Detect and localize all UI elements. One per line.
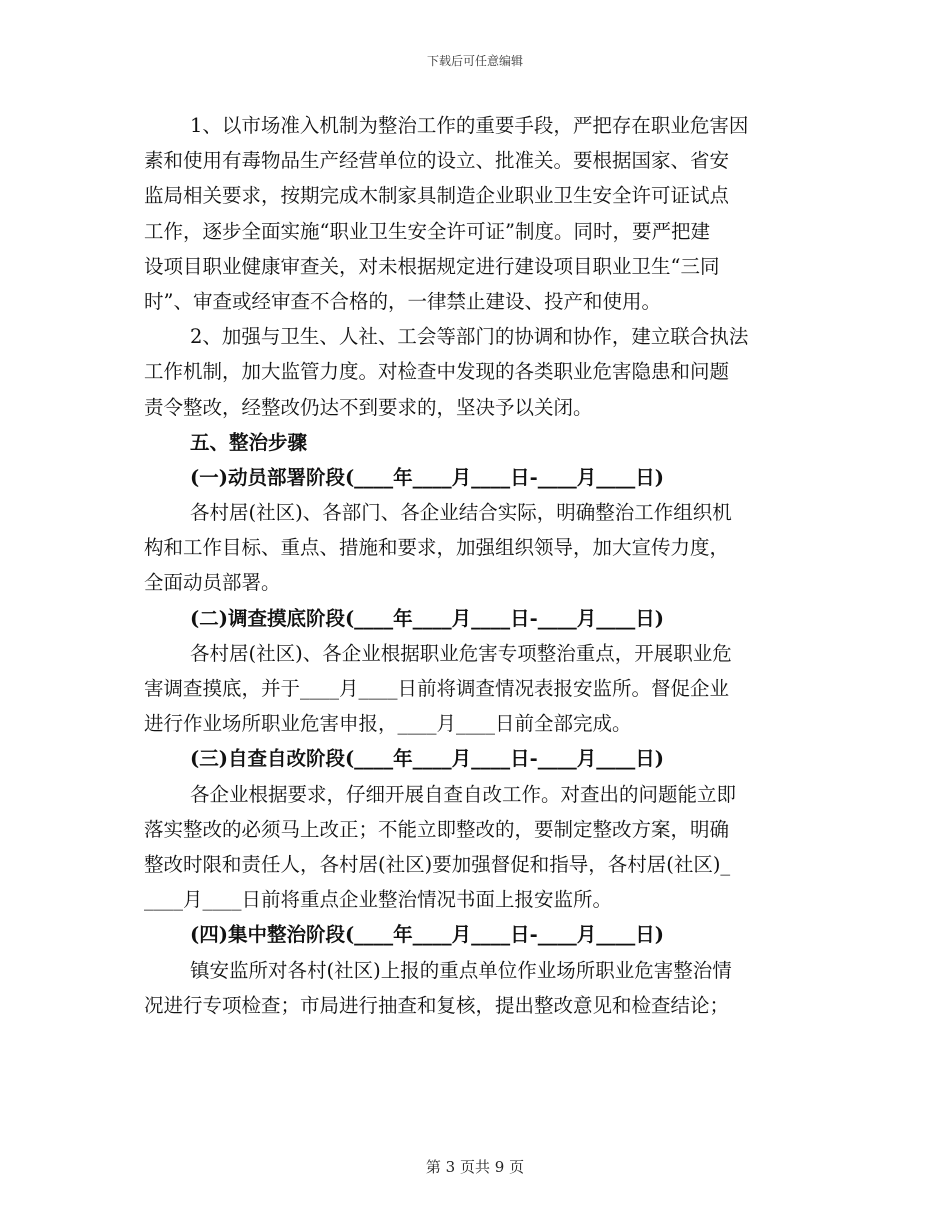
paragraph-line: 1、以市场准入机制为整治工作的重要手段，严把存在职业危害因 xyxy=(190,114,749,137)
document-body xyxy=(144,108,806,1023)
paragraph-line: 整改时限和责任人，各村居(社区)要加强督促和指导，各村居(社区)_ xyxy=(144,852,731,876)
section-heading: (一)动员部署阶段(____年____月____日-____月____日) xyxy=(190,465,664,489)
section-heading: (三)自查自改阶段(____年____月____日-____月____日) xyxy=(190,747,664,771)
paragraph-line: 落实整改的必须马上改正；不能立即整改的，要制定整改方案，明确 xyxy=(144,817,730,841)
section-heading: (二)调查摸底阶段(____年____月____日-____月____日) xyxy=(190,606,664,630)
section-heading: 五、整治步骤 xyxy=(190,430,308,454)
paragraph-line: 监局相关要求，按期完成木制家具制造企业职业卫生安全许可证试点 xyxy=(144,184,730,208)
paragraph-line: 镇安监所对各村(社区)上报的重点单位作业场所职业危害整治情 xyxy=(190,958,732,982)
paragraph-line: 进行作业场所职业危害申报，____月____日前全部完成。 xyxy=(144,712,632,736)
paragraph-line: 各村居(社区)、各企业根据职业危害专项整治重点，开展职业危 xyxy=(190,641,732,665)
page-footer: 第 3 页共 9 页 xyxy=(425,1158,525,1176)
paragraph-line: 时”、审查或经审查不合格的，一律禁止建设、投产和使用。 xyxy=(144,289,661,313)
paragraph-line: 设项目职业健康审查关，对未根据规定进行建设项目职业卫生“三同 xyxy=(144,254,720,278)
paragraph-line: 工作，逐步全面实施“职业卫生安全许可证”制度。同时，要严把建 xyxy=(144,219,710,243)
paragraph-line: ____月____日前将重点企业整治情况书面上报安监所。 xyxy=(144,888,613,912)
section-heading: (四)集中整治阶段(____年____月____日-____月____日) xyxy=(190,923,664,947)
paragraph-line: 2、加强与卫生、人社、工会等部门的协调和协作，建立联合执法 xyxy=(190,325,749,349)
page-header: 下载后可任意编辑 xyxy=(426,54,523,68)
paragraph-line: 害调查摸底，并于____月____日前将调查情况表报安监所。督促企业 xyxy=(144,677,730,700)
paragraph-line: 责令整改，经整改仍达不到要求的，坚决予以关闭。 xyxy=(144,395,593,419)
paragraph-line: 各村居(社区)、各部门、各企业结合实际，明确整治工作组织机 xyxy=(190,501,732,525)
paragraph-line: 全面动员部署。 xyxy=(144,571,281,595)
paragraph-line: 构和工作目标、重点、措施和要求，加强组织领导，加大宣传力度， xyxy=(144,536,730,560)
paragraph-line: 况进行专项检查；市局进行抽查和复核，提出整改意见和检查结论； xyxy=(144,993,730,1017)
paragraph-line: 各企业根据要求，仔细开展自查自改工作。对查出的问题能立即 xyxy=(190,782,737,806)
paragraph-line: 素和使用有毒物品生产经营单位的设立、批准关。要根据国家、省安 xyxy=(144,149,730,173)
paragraph-line: 工作机制，加大监管力度。对检查中发现的各类职业危害隐患和问题 xyxy=(144,360,730,384)
